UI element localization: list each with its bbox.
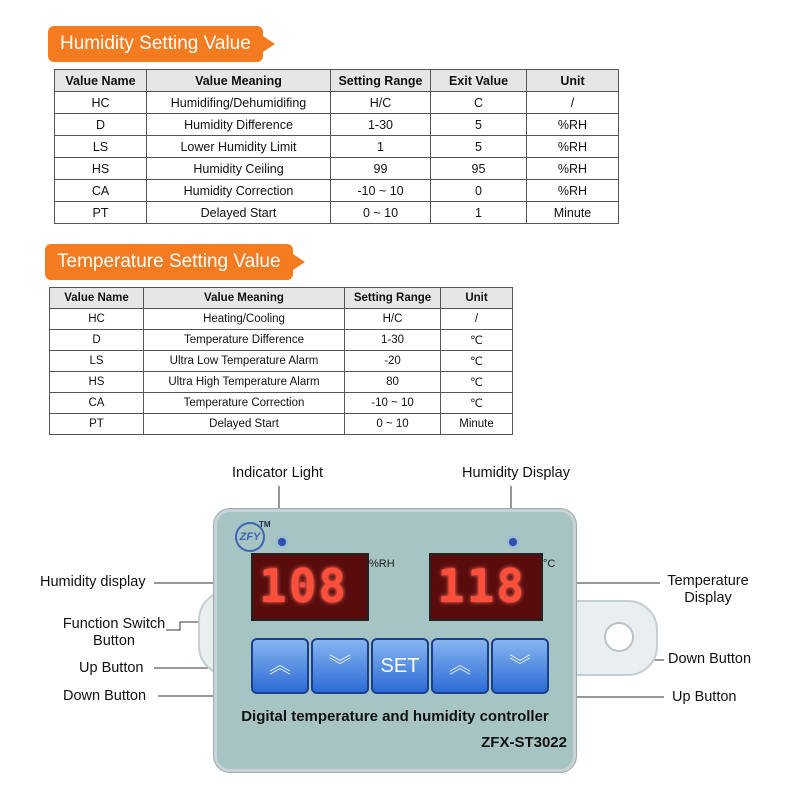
humidity-section-title: Humidity Setting Value bbox=[48, 26, 263, 62]
table-cell: 1-30 bbox=[331, 114, 431, 136]
column-header: Exit Value bbox=[431, 70, 527, 92]
device-title: Digital temperature and humidity controller bbox=[241, 708, 549, 725]
up-button-right-label: Up Button bbox=[672, 689, 737, 705]
set-button[interactable]: SET bbox=[371, 638, 429, 694]
humidity-up-button[interactable]: ︽ bbox=[251, 638, 309, 694]
column-header: Value Meaning bbox=[144, 288, 345, 309]
column-header: Value Name bbox=[55, 70, 147, 92]
humidity-display bbox=[251, 553, 369, 621]
indicator-light-left bbox=[278, 538, 286, 546]
table-cell: Heating/Cooling bbox=[144, 309, 345, 330]
table-cell: ℃ bbox=[441, 351, 513, 372]
table-cell: 5 bbox=[431, 136, 527, 158]
down-button-right-label: Down Button bbox=[668, 651, 752, 667]
table-cell: %RH bbox=[527, 136, 619, 158]
controller-device bbox=[214, 509, 576, 772]
table-cell: 0 bbox=[431, 180, 527, 202]
humidity-display-label: Humidity display bbox=[40, 574, 146, 590]
column-header: Value Meaning bbox=[147, 70, 331, 92]
table-cell: / bbox=[527, 92, 619, 114]
down-button-left-label: Down Button bbox=[63, 688, 147, 704]
table-cell: Delayed Start bbox=[147, 202, 331, 224]
temperature-display-label: Temperature Display bbox=[667, 573, 749, 606]
table-cell: D bbox=[50, 330, 144, 351]
table-cell: Humidity Correction bbox=[147, 180, 331, 202]
table-cell: ℃ bbox=[441, 393, 513, 414]
table-cell: HC bbox=[50, 309, 144, 330]
column-header: Unit bbox=[527, 70, 619, 92]
table-cell: %RH bbox=[527, 158, 619, 180]
table-cell: Humidity Difference bbox=[147, 114, 331, 136]
table-cell: Temperature Difference bbox=[144, 330, 345, 351]
trademark-mark: TM bbox=[259, 520, 271, 529]
table-cell: PT bbox=[55, 202, 147, 224]
table-cell: 95 bbox=[431, 158, 527, 180]
table-cell: Temperature Correction bbox=[144, 393, 345, 414]
humidity-unit: %RH bbox=[369, 558, 395, 570]
indicator-light-right bbox=[509, 538, 517, 546]
table-cell: 0 ~ 10 bbox=[331, 202, 431, 224]
column-header: Setting Range bbox=[345, 288, 441, 309]
table-cell: ℃ bbox=[441, 330, 513, 351]
up-button-left-label: Up Button bbox=[79, 660, 144, 676]
temperature-display bbox=[429, 553, 543, 621]
table-cell: -20 bbox=[345, 351, 441, 372]
table-cell: ℃ bbox=[441, 372, 513, 393]
table-cell: HS bbox=[55, 158, 147, 180]
temperature-unit: °C bbox=[543, 558, 556, 570]
table-cell: Ultra High Temperature Alarm bbox=[144, 372, 345, 393]
temperature-up-button[interactable]: ︽ bbox=[431, 638, 489, 694]
table-cell: -10 ~ 10 bbox=[345, 393, 441, 414]
table-cell: PT bbox=[50, 414, 144, 435]
table-cell: D bbox=[55, 114, 147, 136]
table-cell: C bbox=[431, 92, 527, 114]
column-header: Value Name bbox=[50, 288, 144, 309]
table-cell: / bbox=[441, 309, 513, 330]
table-cell: 1 bbox=[331, 136, 431, 158]
brand-logo: ZFY bbox=[235, 522, 265, 552]
table-cell: H/C bbox=[331, 92, 431, 114]
table-cell: LS bbox=[55, 136, 147, 158]
table-cell: HC bbox=[55, 92, 147, 114]
table-cell: Humidity Ceiling bbox=[147, 158, 331, 180]
temperature-value: 118 bbox=[437, 559, 527, 613]
table-cell: Lower Humidity Limit bbox=[147, 136, 331, 158]
temperature-down-button[interactable]: ︾ bbox=[491, 638, 549, 694]
humidity-value: 108 bbox=[259, 559, 349, 613]
humidity-down-button[interactable]: ︾ bbox=[311, 638, 369, 694]
table-cell: 80 bbox=[345, 372, 441, 393]
column-header: Setting Range bbox=[331, 70, 431, 92]
table-cell: Humidifing/Dehumidifing bbox=[147, 92, 331, 114]
temperature-section-title: Temperature Setting Value bbox=[45, 244, 293, 280]
table-cell: LS bbox=[50, 351, 144, 372]
indicator-light-label: Indicator Light bbox=[232, 465, 324, 481]
mounting-hole bbox=[604, 622, 634, 652]
table-cell: %RH bbox=[527, 114, 619, 136]
table-cell: -10 ~ 10 bbox=[331, 180, 431, 202]
table-cell: Minute bbox=[441, 414, 513, 435]
table-cell: 99 bbox=[331, 158, 431, 180]
mounting-ear-right bbox=[566, 600, 658, 676]
table-cell: CA bbox=[50, 393, 144, 414]
table-cell: 1 bbox=[431, 202, 527, 224]
table-cell: CA bbox=[55, 180, 147, 202]
column-header: Unit bbox=[441, 288, 513, 309]
humidity-display-top-label: Humidity Display bbox=[462, 465, 570, 481]
table-cell: HS bbox=[50, 372, 144, 393]
table-cell: Minute bbox=[527, 202, 619, 224]
table-cell: 1-30 bbox=[345, 330, 441, 351]
table-cell: 5 bbox=[431, 114, 527, 136]
table-cell: %RH bbox=[527, 180, 619, 202]
function-switch-label: Function Switch Button bbox=[62, 616, 166, 649]
table-cell: H/C bbox=[345, 309, 441, 330]
table-cell: 0 ~ 10 bbox=[345, 414, 441, 435]
device-model: ZFX-ST3022 bbox=[481, 734, 567, 751]
table-cell: Delayed Start bbox=[144, 414, 345, 435]
table-cell: Ultra Low Temperature Alarm bbox=[144, 351, 345, 372]
